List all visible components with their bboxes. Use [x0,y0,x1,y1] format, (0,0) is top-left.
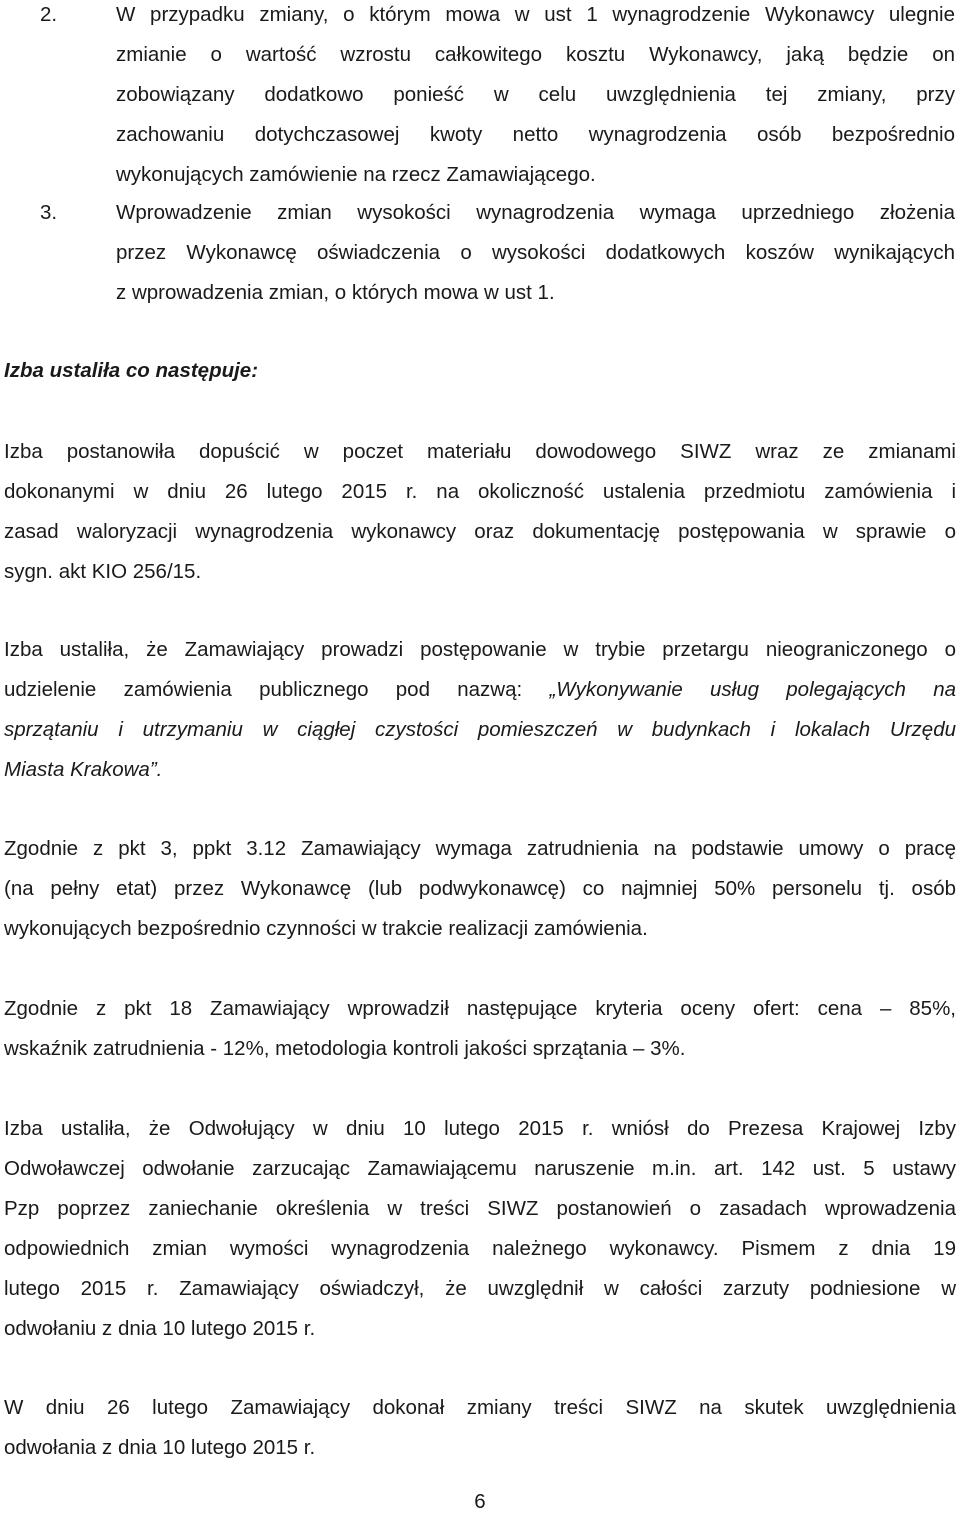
contract-name-fragment: sprzątaniu i utrzymaniu w ciągłej czystości pomieszczeń w budynkach i lokalach Urzędu [4,718,956,741]
text-line: wskaźnik zatrudnienia - 12%, metodologia kontroli jakości sprzątania – 3%. [4,1037,686,1060]
section-heading: Izba ustaliła co następuje: [4,359,259,382]
text-line: odwołaniu z dnia 10 lutego 2015 r. [4,1317,316,1340]
text-line: W przypadku zmiany, o którym mowa w ust 1 wynagrodzenie Wykonawcy ulegnie [116,3,955,26]
text-line [4,670,956,710]
list-item-number: 2. [40,3,58,26]
contract-name-fragment: „Wykonywanie usług polegających na [549,678,956,701]
text-line [4,750,956,790]
text-line: Pzp poprzez zaniechanie określenia w treści SIWZ postanowień o zasadach wprowadzenia [4,1197,956,1220]
text-line: Odwoławczej odwołanie zarzucając Zamawiającemu naruszenie m.in. art. 142 ust. 5 ustawy [4,1157,956,1180]
list-item-number: 3. [40,201,58,224]
text-line: zachowaniu dotychczasowej kwoty netto wynagrodzenia osób bezpośrednio [116,123,955,146]
text-fragment: udzielenie zamówienia publicznego pod nazwą: [4,678,550,701]
text-line: zasad waloryzacji wynagrodzenia wykonawcy oraz dokumentację postępowania w sprawie o [4,520,956,543]
text-line: Zgodnie z pkt 18 Zamawiający wprowadził następujące kryteria oceny ofert: cena – 85%, [4,997,956,1020]
text-line: Zgodnie z pkt 3, ppkt 3.12 Zamawiający wymaga zatrudnienia na podstawie umowy o pracę [4,837,956,860]
text-line: przez Wykonawcę oświadczenia o wysokości dodatkowych koszów wynikających [116,241,955,264]
contract-name-fragment: Miasta Krakowa”. [4,758,163,781]
text-line: wykonujących zamówienie na rzecz Zamawiającego. [116,163,596,186]
text-line: W dniu 26 lutego Zamawiający dokonał zmiany treści SIWZ na skutek uwzględnienia [4,1396,956,1419]
text-line: dokonanymi w dniu 26 lutego 2015 r. na okoliczność ustalenia przedmiotu zamówienia i [4,480,956,503]
text-line: zobowiązany dodatkowo ponieść w celu uwzględnienia tej zmiany, przy [116,83,955,106]
text-line: odwołania z dnia 10 lutego 2015 r. [4,1436,316,1459]
paragraph-evidence [4,432,956,592]
text-line: Izba postanowiła dopuścić w poczet materiału dowodowego SIWZ wraz ze zmianami [4,440,956,463]
text-line: sygn. akt KIO 256/15. [4,560,202,583]
text-line: lutego 2015 r. Zamawiający oświadczył, że uwzględnił w całości zarzuty podniesione w [4,1277,956,1300]
text-line [4,710,956,750]
text-line: zmianie o wartość wzrostu całkowitego kosztu Wykonawcy, jaką będzie on [116,43,955,66]
text-line: (na pełny etat) przez Wykonawcę (lub podwykonawcę) co najmniej 50% personelu tj. osób [4,877,956,900]
text-line: Wprowadzenie zmian wysokości wynagrodzenia wymaga uprzedniego złożenia [116,201,955,224]
text-line: odpowiednich zmian wymości wynagrodzenia należnego wykonawcy. Pismem z dnia 19 [4,1237,956,1260]
text-line: wykonujących bezpośrednio czynności w trakcie realizacji zamówienia. [4,917,648,940]
text-line: z wprowadzenia zmian, o których mowa w ust 1. [116,281,555,304]
page-number: 6 [474,1490,486,1513]
text-line: Izba ustaliła, że Zamawiający prowadzi postępowanie w trybie przetargu nieograniczonego o [4,638,956,661]
paragraph-employment [4,829,956,949]
list-item-text [116,0,955,195]
paragraph-amendment [4,1388,956,1468]
paragraph-criteria [4,989,956,1069]
text-line: Izba ustaliła, że Odwołujący w dniu 10 lutego 2015 r. wniósł do Prezesa Krajowej Izby [4,1117,956,1140]
paragraph-appeal [4,1109,956,1349]
paragraph-procurement [4,630,956,790]
list-item-text [116,193,955,313]
